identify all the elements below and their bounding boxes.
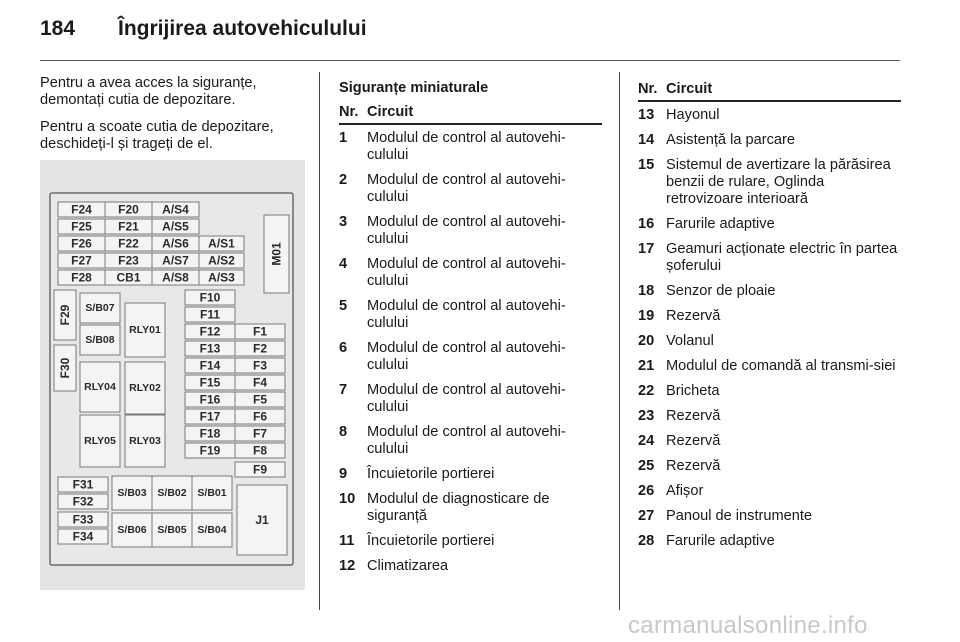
- table-row: [339, 553, 602, 578]
- fuse-label: A/S5: [162, 219, 189, 234]
- fuse-label: F7: [252, 426, 268, 441]
- fuse-label: F23: [118, 253, 139, 268]
- fuse-number: 10: [339, 491, 356, 507]
- fuse-label: S/B08: [85, 334, 115, 346]
- table-header: [638, 77, 901, 102]
- table-row: [339, 486, 602, 528]
- table-row: [339, 293, 602, 335]
- circuit-description: Modulul de control al autovehi-culului: [367, 256, 566, 289]
- fuse-number: 14: [638, 132, 655, 148]
- table-row: [339, 528, 602, 553]
- table-row: [638, 303, 901, 328]
- fuse-label: A/S4: [162, 202, 189, 217]
- fuse-label: F24: [71, 202, 92, 217]
- table-row: [339, 377, 602, 419]
- fuse-label: F33: [72, 512, 94, 527]
- table-row: [638, 503, 901, 528]
- page-number: 184: [40, 17, 76, 40]
- fuse-box-diagram: [40, 160, 305, 590]
- column-header-nr: Nr.: [339, 104, 359, 120]
- table-row: [638, 378, 901, 403]
- fuse-number: 3: [339, 214, 348, 230]
- fuse-number: 6: [339, 340, 348, 356]
- table-row: [339, 125, 602, 167]
- fuse-number: 21: [638, 358, 655, 374]
- fuse-table-left: [339, 100, 602, 578]
- fuse-number: 22: [638, 383, 655, 399]
- fuse-label: F3: [252, 358, 268, 373]
- table-row: [638, 528, 901, 553]
- table-row: [339, 335, 602, 377]
- table-row: [638, 478, 901, 503]
- circuit-description: Geamuri acționate electric în partea șoferului: [666, 241, 898, 274]
- fuse-number: 7: [339, 382, 348, 398]
- fuse-label: F31: [72, 477, 94, 492]
- fuse-label: S/B06: [117, 524, 147, 536]
- fuse-label: S/B03: [117, 487, 147, 499]
- table-row: [339, 209, 602, 251]
- fuse-number: 12: [339, 558, 356, 574]
- fuse-number: 20: [638, 333, 655, 349]
- fuse-label: F6: [252, 409, 268, 424]
- fuse-number: 8: [339, 424, 348, 440]
- fuse-table-right: [638, 77, 901, 553]
- table-header: [339, 100, 602, 125]
- fuse-number: 18: [638, 283, 655, 299]
- fuse-label: M01: [269, 242, 284, 266]
- fuse-label: A/S1: [208, 236, 235, 251]
- fuse-number: 11: [339, 533, 355, 549]
- fuse-label: F14: [199, 358, 221, 373]
- fuse-label: F2: [252, 341, 268, 356]
- fuse-label: F28: [71, 270, 92, 285]
- fuse-label: F21: [118, 219, 139, 234]
- fuse-number: 19: [638, 308, 655, 324]
- table-row: [638, 328, 901, 353]
- table-row: [638, 428, 901, 453]
- watermark: carmanualsonline.info: [628, 612, 868, 639]
- circuit-description: Afișor: [666, 483, 704, 499]
- circuit-description: Încuietorile portierei: [367, 466, 495, 482]
- fuse-label: F10: [199, 290, 221, 305]
- circuit-description: Rezervă: [666, 408, 721, 424]
- circuit-description: Asistență la parcare: [666, 132, 795, 148]
- fuse-number: 28: [638, 533, 655, 549]
- circuit-description: Climatizarea: [367, 558, 449, 574]
- fuse-label: CB1: [116, 270, 141, 285]
- circuit-description: Panoul de instrumente: [666, 508, 813, 524]
- fuse-label: RLY02: [129, 382, 161, 394]
- fuse-label: F13: [199, 341, 221, 356]
- fuse-label: RLY04: [84, 381, 116, 393]
- fuse-label: S/B04: [197, 524, 227, 536]
- fuse-number: 5: [339, 298, 348, 314]
- fuse-number: 4: [339, 256, 348, 272]
- fuse-label: F18: [199, 426, 221, 441]
- fuse-number: 1: [339, 130, 348, 146]
- fuse-number: 13: [638, 107, 655, 123]
- table-row: [638, 127, 901, 152]
- fuse-label: RLY03: [129, 435, 161, 447]
- circuit-description: Modulul de control al autovehi-culului: [367, 424, 566, 457]
- table-row: [339, 461, 602, 486]
- fuse-label: S/B02: [157, 487, 187, 499]
- circuit-description: Farurile adaptive: [666, 216, 775, 232]
- circuit-description: Rezervă: [666, 308, 721, 324]
- table-body: [638, 102, 901, 553]
- circuit-description: Încuietorile portierei: [367, 533, 495, 549]
- fuse-number: 27: [638, 508, 655, 524]
- circuit-description: Hayonul: [666, 107, 720, 123]
- circuit-description: Bricheta: [666, 383, 720, 399]
- column-header-nr: Nr.: [638, 81, 658, 97]
- fuse-label: A/S6: [162, 236, 189, 251]
- fuse-label: RLY05: [84, 435, 116, 447]
- header-divider: [40, 60, 900, 61]
- circuit-description: Volanul: [666, 333, 714, 349]
- fuse-label: A/S3: [208, 270, 235, 285]
- fuse-label: S/B05: [157, 524, 187, 536]
- fuse-label: F20: [118, 202, 139, 217]
- fuse-label: S/B01: [197, 487, 227, 499]
- table-row: [339, 419, 602, 461]
- column-header-circuit: Circuit: [666, 81, 713, 97]
- fuse-label: F8: [252, 443, 268, 458]
- fuse-number: 16: [638, 216, 655, 232]
- fuse-number: 25: [638, 458, 655, 474]
- fuse-label: A/S7: [162, 253, 189, 268]
- circuit-description: Farurile adaptive: [666, 533, 775, 549]
- table-row: [638, 211, 901, 236]
- fuse-number: 15: [638, 157, 655, 173]
- table-row: [638, 403, 901, 428]
- fuse-label: F29: [58, 304, 72, 326]
- fuse-label: F32: [72, 494, 94, 509]
- fuse-label: F15: [199, 375, 221, 390]
- fuse-label: F19: [199, 443, 221, 458]
- fuse-label: F4: [252, 375, 268, 390]
- fuse-number: 9: [339, 466, 348, 482]
- fuse-label: F34: [72, 529, 94, 544]
- fuse-label: S/B07: [85, 302, 115, 314]
- intro-paragraph: Pentru a scoate cutia de depozitare, deschideți-l și trageți de el.: [40, 119, 274, 152]
- fuse-number: 2: [339, 172, 348, 188]
- table-row: [638, 353, 901, 378]
- circuit-description: Sistemul de avertizare la părăsirea benzii de rulare, Oglinda retrovizoare interioară: [666, 157, 891, 207]
- fuse-label: F11: [199, 307, 221, 322]
- fuse-label: F12: [199, 324, 221, 339]
- circuit-description: Modulul de control al autovehi-culului: [367, 130, 566, 163]
- fuse-label: F30: [58, 357, 72, 379]
- intro-paragraph: Pentru a avea acces la siguranțe, demontați cutia de depozitare.: [40, 75, 257, 108]
- table-row: [339, 167, 602, 209]
- table-row: [638, 278, 901, 303]
- circuit-description: Senzor de ploaie: [666, 283, 776, 299]
- circuit-description: Rezervă: [666, 458, 721, 474]
- fuse-label: F17: [199, 409, 221, 424]
- table-row: [339, 251, 602, 293]
- circuit-description: Modulul de control al autovehi-culului: [367, 298, 566, 331]
- fuse-label: F5: [252, 392, 268, 407]
- fuse-label: F25: [71, 219, 92, 234]
- fuse-number: 23: [638, 408, 655, 424]
- fuse-number: 24: [638, 433, 655, 449]
- page-title: Îngrijirea autovehiculului: [118, 17, 367, 40]
- fuse-label: F26: [71, 236, 92, 251]
- table-row: [638, 152, 901, 211]
- circuit-description: Modulul de control al autovehi-culului: [367, 172, 566, 205]
- table-row: [638, 236, 901, 278]
- circuit-description: Modulul de comandă al transmi-siei: [666, 358, 896, 374]
- fuse-number: 17: [638, 241, 655, 257]
- circuit-description: Modulul de control al autovehi-culului: [367, 214, 566, 247]
- table-row: [638, 102, 901, 127]
- fuse-label: J1: [255, 513, 269, 527]
- fuse-label: A/S8: [162, 270, 189, 285]
- fuse-label: RLY01: [129, 324, 161, 336]
- fuse-label: F16: [199, 392, 221, 407]
- column-divider: [319, 72, 320, 610]
- table-row: [638, 453, 901, 478]
- fuse-number: 26: [638, 483, 655, 499]
- circuit-description: Modulul de control al autovehi-culului: [367, 340, 566, 373]
- circuit-description: Rezervă: [666, 433, 721, 449]
- fuse-label: A/S2: [208, 253, 235, 268]
- section-title: Siguranțe miniaturale: [339, 80, 489, 96]
- column-divider: [619, 72, 620, 610]
- column-header-circuit: Circuit: [367, 104, 414, 120]
- fuse-label: F1: [252, 324, 268, 339]
- fuse-label: F22: [118, 236, 139, 251]
- fuse-label: F27: [71, 253, 92, 268]
- fuse-box-svg: [40, 160, 305, 590]
- table-body: [339, 125, 602, 578]
- fuse-label: F9: [252, 462, 268, 477]
- circuit-description: Modulul de control al autovehi-culului: [367, 382, 566, 415]
- circuit-description: Modulul de diagnosticare de siguranță: [367, 491, 550, 524]
